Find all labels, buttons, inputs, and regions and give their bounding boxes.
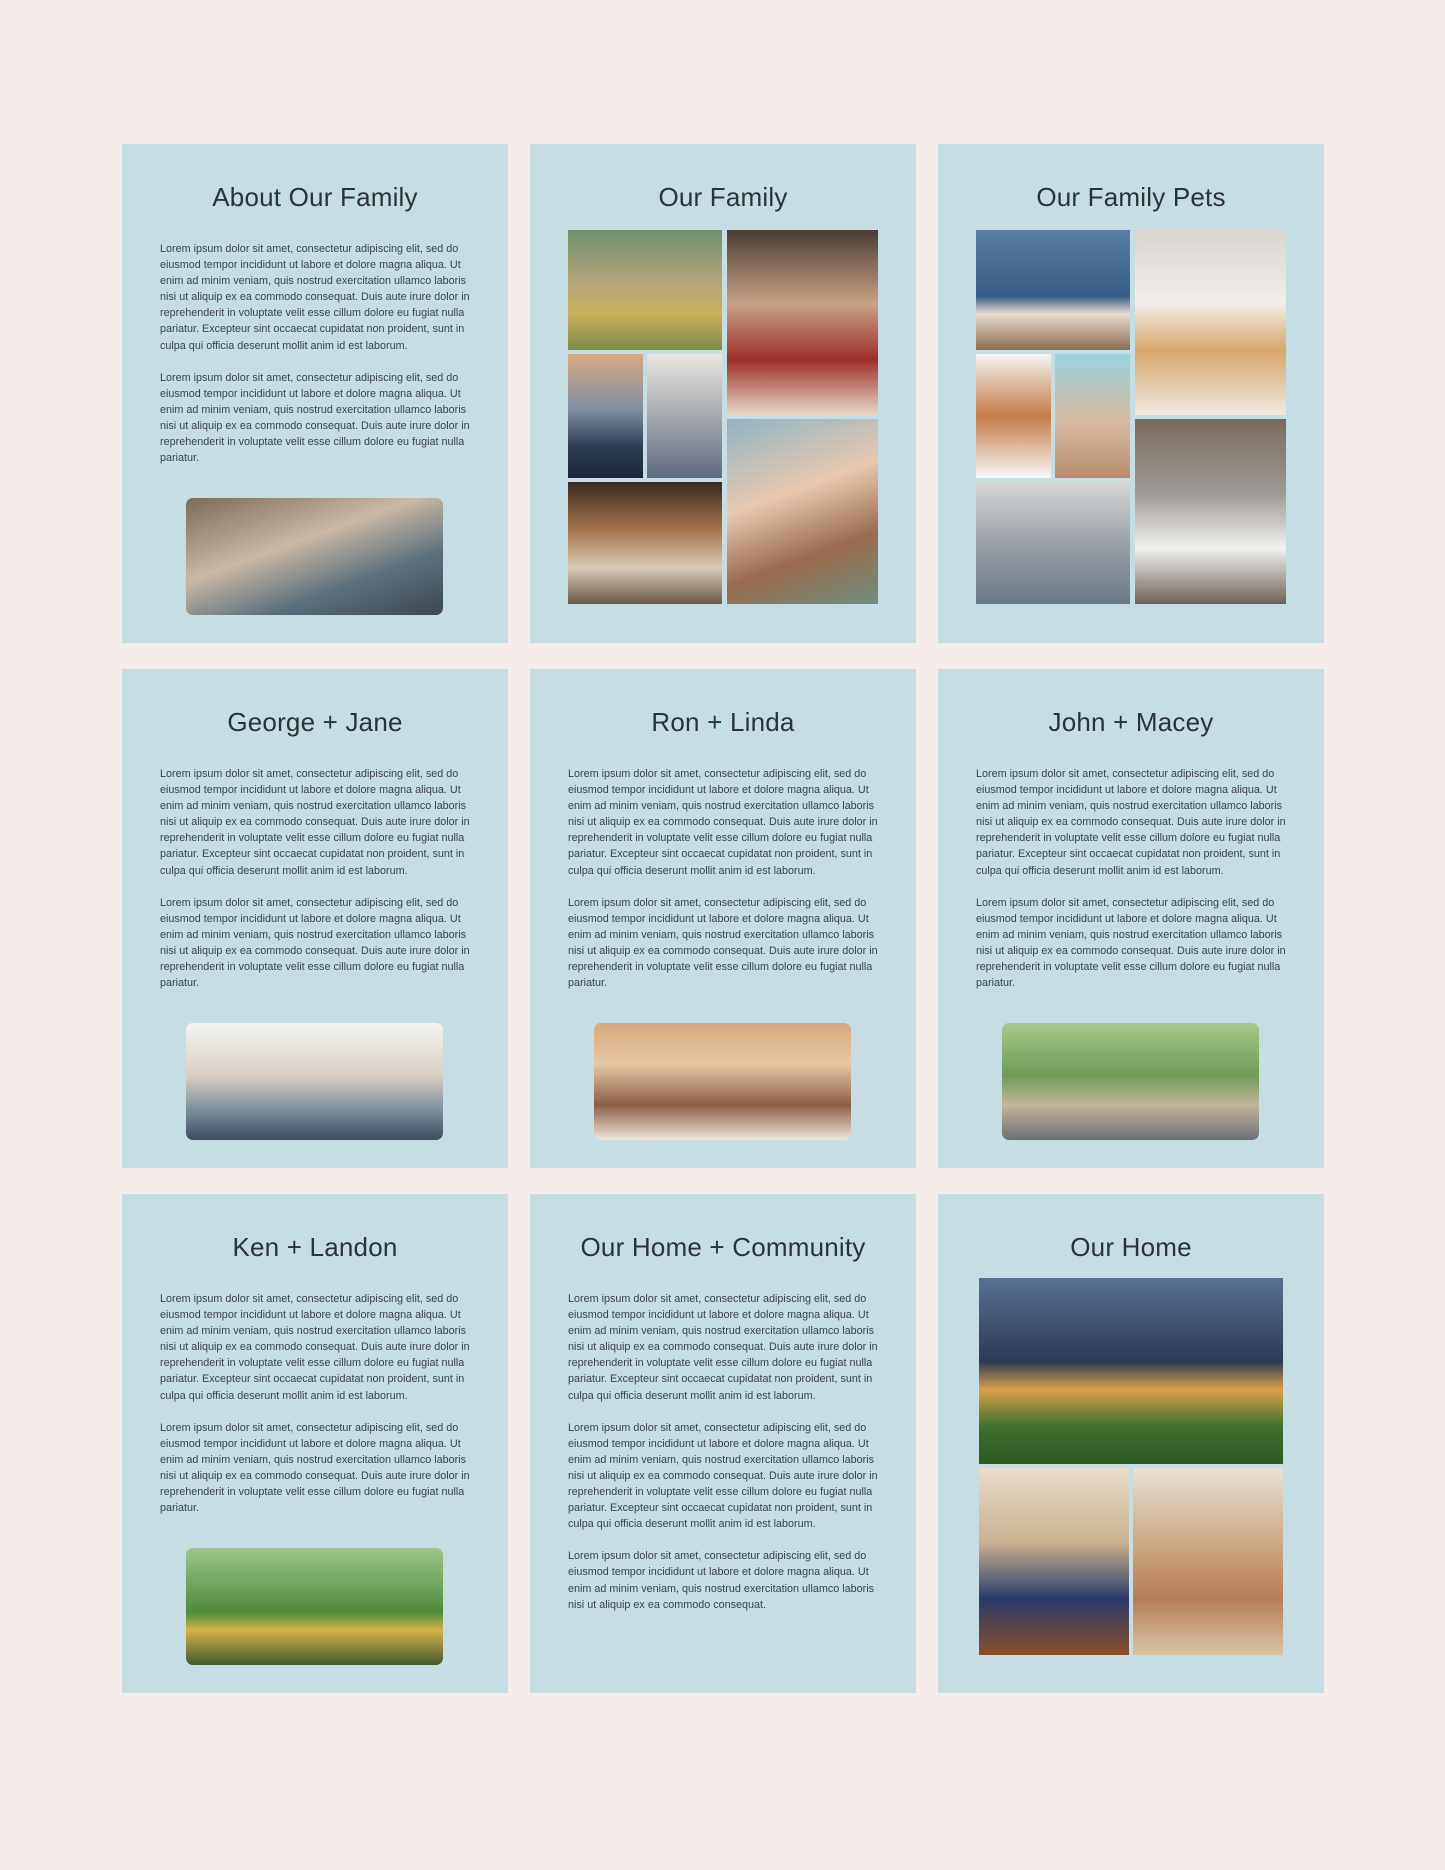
page-ron-linda — [530, 669, 916, 1168]
page-text — [160, 1291, 470, 1532]
paragraph: Lorem ipsum dolor sit amet, consectetur adipiscing elit, sed do eiusmod tempor incididunt ut labore et dolore magna aliqua. Ut enim ad minim veniam, quis nostrud exercitation ullamco laboris nisi ut aliquip ex ea commodo consequat. Duis aute irure dolor in reprehenderit in voluptate velit esse cillum dolore eu fugiat nulla pariatur. — [160, 896, 470, 990]
paragraph: Lorem ipsum dolor sit amet, consectetur adipiscing elit, sed do eiusmod tempor incididunt ut labore et dolore magna aliqua. Ut enim ad minim veniam, quis nostrud exercitation ullamco laboris nisi ut aliquip ex ea commodo consequat. Duis aute irure dolor in reprehenderit in voluptate velit esse cillum dolore eu fugiat nulla pariatur. Excepteur sint occaecat cupidatat non proident, sunt in culpa qui officia deserunt mollit anim id est laborum. — [568, 768, 878, 877]
paragraph: Lorem ipsum dolor sit amet, consectetur adipiscing elit, sed do eiusmod tempor incididunt ut labore et dolore magna aliqua. Ut enim ad minim veniam, quis nostrud exercitation ullamco laboris nisi ut aliquip ex ea commodo consequat. Duis aute irure dolor in reprehenderit in voluptate velit esse cillum dolore eu fugiat nulla pariatur. Excepteur sint occaecat cupidatat non proident, sunt in culpa qui officia deserunt mollit anim id est laborum. — [160, 768, 470, 877]
page-home-community — [530, 1194, 916, 1693]
page-ken-landon — [122, 1194, 508, 1693]
photo-dinner-party — [568, 482, 722, 604]
paragraph: Lorem ipsum dolor sit amet, consectetur adipiscing elit, sed do eiusmod tempor incididunt ut labore et dolore magna aliqua. Ut enim ad minim veniam, quis nostrud exercitation ullamco laboris nisi ut aliquip ex ea commodo consequat. — [568, 1550, 875, 1611]
photo-dog-blanket — [1135, 230, 1286, 415]
photo-woman-with-dogs — [976, 482, 1130, 604]
page-our-family — [530, 144, 916, 643]
photo-house-exterior — [979, 1278, 1283, 1464]
page-title: Ron + Linda — [651, 707, 795, 737]
photo-living-room — [1133, 1468, 1283, 1655]
paragraph: Lorem ipsum dolor sit amet, consectetur adipiscing elit, sed do eiusmod tempor incididunt ut labore et dolore magna aliqua. Ut enim ad minim veniam, quis nostrud exercitation ullamco laboris nisi ut aliquip ex ea commodo consequat. Duis aute irure dolor in reprehenderit in voluptate velit esse cillum dolore eu fugiat nulla pariatur. — [976, 896, 1286, 990]
photo-family-kitchen — [727, 230, 878, 415]
couple-photo — [186, 1023, 443, 1140]
photo-spaniel — [976, 354, 1051, 478]
family-photo — [186, 498, 443, 615]
photo-mother-daughter — [727, 419, 878, 604]
page-george-jane — [122, 669, 508, 1168]
paragraph: Lorem ipsum dolor sit amet, consectetur adipiscing elit, sed do eiusmod tempor incididunt ut labore et dolore magna aliqua. Ut enim ad minim veniam, quis nostrud exercitation ullamco laboris nisi ut aliquip ex ea commodo consequat. Duis aute irure dolor in reprehenderit in voluptate velit esse cillum dolore eu fugiat nulla pariatur. Excepteur sint occaecat cupidatat non proident, sunt in culpa qui officia deserunt mollit anim id est laborum. — [568, 1293, 878, 1402]
photo-cat — [1135, 419, 1286, 604]
page-john-macey — [938, 669, 1324, 1168]
photo-family-couch — [647, 354, 722, 478]
page-title: Our Home — [1070, 1232, 1192, 1262]
page-about-our-family — [122, 144, 508, 643]
page-title: Our Family — [658, 182, 788, 212]
page-text — [976, 766, 1286, 1007]
paragraph: Lorem ipsum dolor sit amet, consectetur adipiscing elit, sed do eiusmod tempor incididunt ut labore et dolore magna aliqua. Ut enim ad minim veniam, quis nostrud exercitation ullamco laboris nisi ut aliquip ex ea commodo consequat. Duis aute irure dolor in reprehenderit in voluptate velit esse cillum dolore eu fugiat nulla pariatur. — [568, 896, 878, 990]
page-our-home — [938, 1194, 1324, 1693]
paragraph: Lorem ipsum dolor sit amet, consectetur adipiscing elit, sed do eiusmod tempor incididunt ut labore et dolore magna aliqua. Ut enim ad minim veniam, quis nostrud exercitation ullamco laboris nisi ut aliquip ex ea commodo consequat. Duis aute irure dolor in reprehenderit in voluptate velit esse cillum dolore eu fugiat nulla pariatur. — [160, 371, 470, 465]
page-text — [568, 766, 878, 1007]
page-title: George + Jane — [227, 707, 403, 737]
page-title: John + Macey — [1048, 707, 1214, 737]
photo-dock-sunset — [568, 354, 643, 478]
page-title: Our Home + Community — [580, 1232, 866, 1262]
page-our-family-pets — [938, 144, 1324, 643]
photo-bedroom — [979, 1468, 1129, 1655]
page-title: Our Family Pets — [1036, 182, 1226, 212]
paragraph: Lorem ipsum dolor sit amet, consectetur adipiscing elit, sed do eiusmod tempor incididunt ut labore et dolore magna aliqua. Ut enim ad minim veniam, quis nostrud exercitation ullamco laboris nisi ut aliquip ex ea commodo consequat. Duis aute irure dolor in reprehenderit in voluptate velit esse cillum dolore eu fugiat nulla pariatur. Excepteur sint occaecat cupidatat non proident, sunt in culpa qui officia deserunt mollit anim id est laborum. — [568, 1421, 878, 1531]
page-text — [160, 766, 470, 1007]
paragraph: Lorem ipsum dolor sit amet, consectetur adipiscing elit, sed do eiusmod tempor incididunt ut labore et dolore magna aliqua. Ut enim ad minim veniam, quis nostrud exercitation ullamco laboris nisi ut aliquip ex ea commodo consequat. Duis aute irure dolor in reprehenderit in voluptate velit esse cillum dolore eu fugiat nulla pariatur. Excepteur sint occaecat cupidatat non proident, sunt in culpa qui officia deserunt mollit anim id est laborum. — [976, 768, 1286, 877]
page-text — [160, 241, 470, 482]
page-text — [568, 1291, 878, 1629]
paragraph: Lorem ipsum dolor sit amet, consectetur adipiscing elit, sed do eiusmod tempor incididunt ut labore et dolore magna aliqua. Ut enim ad minim veniam, quis nostrud exercitation ullamco laboris nisi ut aliquip ex ea commodo consequat. Duis aute irure dolor in reprehenderit in voluptate velit esse cillum dolore eu fugiat nulla pariatur. — [160, 1421, 470, 1515]
couple-photo — [1002, 1023, 1259, 1140]
page-title: About Our Family — [212, 182, 418, 212]
paragraph: Lorem ipsum dolor sit amet, consectetur adipiscing elit, sed do eiusmod tempor incididunt ut labore et dolore magna aliqua. Ut enim ad minim veniam, quis nostrud exercitation ullamco laboris nisi ut aliquip ex ea commodo consequat. Duis aute irure dolor in reprehenderit in voluptate velit esse cillum dolore eu fugiat nulla pariatur. Excepteur sint occaecat cupidatat non proident, sunt in culpa qui officia deserunt mollit anim id est laborum. — [160, 243, 470, 352]
photo-bunny — [1055, 354, 1130, 478]
photo-family-walk — [568, 230, 722, 350]
paragraph: Lorem ipsum dolor sit amet, consectetur adipiscing elit, sed do eiusmod tempor incididunt ut labore et dolore magna aliqua. Ut enim ad minim veniam, quis nostrud exercitation ullamco laboris nisi ut aliquip ex ea commodo consequat. Duis aute irure dolor in reprehenderit in voluptate velit esse cillum dolore eu fugiat nulla pariatur. Excepteur sint occaecat cupidatat non proident, sunt in culpa qui officia deserunt mollit anim id est laborum. — [160, 1293, 470, 1402]
couple-photo — [594, 1023, 851, 1140]
photo-dog-and-cat — [976, 230, 1130, 350]
page-title: Ken + Landon — [232, 1232, 398, 1262]
couple-photo — [186, 1548, 443, 1665]
